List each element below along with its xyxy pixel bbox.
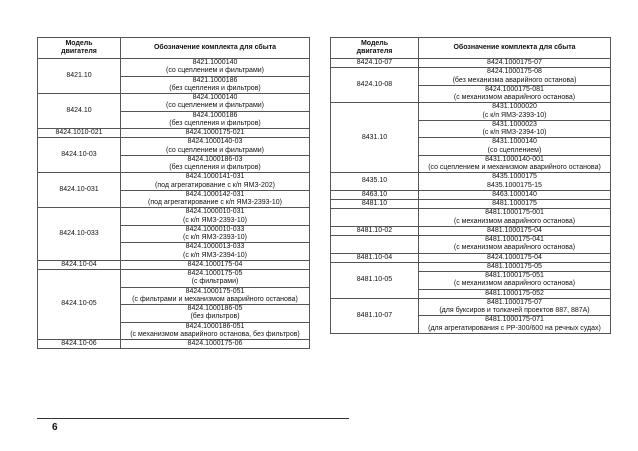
kit-line: 8424.1000186-03 [187,155,243,163]
page-number: 6 [52,422,58,433]
table-header-row [38,38,310,59]
kit-line: (без фильтров) [190,313,240,321]
table-row [331,209,611,227]
kit-line: (с к/п ЯМЗ-2393-10) [183,216,247,224]
kit-designation-cell [419,262,611,271]
kit-line: (для буксиров и толкачей проектов 887, 887А) [439,307,590,314]
kit-designation-cell [121,287,310,305]
kit-line: 8481.1000175-051 [485,272,544,279]
table-row [331,236,611,254]
table-row [331,68,611,86]
table-row [331,200,611,209]
kit-designation-cell [419,289,611,298]
engine-model-cell [331,209,419,227]
kit-line: (без сцепления и фильтров) [169,119,261,127]
kit-line: 8424.1000175-081 [485,85,544,93]
kit-designation-cell [121,155,310,173]
table-row [331,59,611,68]
kit-designation-cell [419,209,611,227]
kit-line: 8431.1000023 [492,120,537,128]
kit-line: 8481.1000175-071 [485,316,544,324]
engine-model-cell: 8424.1010-021 [38,129,121,138]
kit-line: 8421.1000140 [192,59,238,66]
kit-line: (со сцеплением) [487,146,542,154]
kit-table-left [37,37,310,349]
kit-designation-cell [121,138,310,156]
kit-designation-cell [419,316,611,334]
table-header-row [331,38,611,59]
kit-line: 8424.1000175-06 [187,340,243,347]
kit-line: 8424.1000186-051 [185,322,245,330]
engine-model-cell: 8424.10-03 [38,138,121,173]
kit-line: 8481.1000175-001 [485,209,544,217]
kit-designation-cell [419,103,611,121]
engine-model-cell: 8481.10-02 [331,226,419,235]
table-row [38,270,310,288]
kit-designation-cell [121,322,310,340]
kit-line: (без механизма аварийного останова) [452,76,577,84]
kit-table-right [330,37,611,334]
kit-line: (со сцеплением и механизмом аварийного останова) [428,164,601,171]
kit-column-header: Обозначение комплекта для сбыта [419,38,611,59]
footer-divider [37,418,349,419]
kit-line: 8424.1000175-04 [187,260,243,268]
kit-line: (с механизмом аварийного останова) [453,280,576,288]
table-row [331,253,611,262]
engine-model-cell: 8435.10 [331,173,419,191]
kit-line: 8424.1000142-031 [185,190,245,198]
kit-designation-cell [121,94,310,112]
kit-line: 8431.1000020 [492,103,537,111]
engine-model-cell [331,236,419,254]
kit-designation-cell [419,120,611,138]
kit-line: 8481.1000175-05 [487,262,542,270]
kit-line: (под агрегатирование с к/п ЯМЗ-2393-10) [148,199,282,206]
engine-model-cell: 8431.10 [331,103,419,173]
kit-line: (со сцеплением и фильтрами) [165,102,265,110]
kit-line: 8424.1000141-031 [185,173,245,181]
kit-designation-cell [419,253,611,262]
engine-model-cell: 8463.10 [331,190,419,199]
kit-line: (с механизмом аварийного останова, без фильтров) [130,330,300,338]
kit-line: 8481.1000175-041 [485,236,544,243]
engine-model-cell: 8424.10 [38,94,121,129]
kit-line: 8424.1000175-051 [185,287,245,295]
kit-designation-cell [419,173,611,191]
kit-line: (с к/п ЯМЗ-2393-10) [183,234,247,241]
kit-designation-cell [121,129,310,138]
kit-line: 8424.1000175-021 [185,129,245,136]
table-row [331,103,611,121]
engine-model-cell: 8481.10-04 [331,253,419,262]
kit-line: 8424.1000186-05 [187,305,243,312]
kit-line: 8424.1000175-07 [487,59,542,66]
kit-line: 8435.1000175 [492,173,537,181]
kit-line: (с механизмом аварийного останова) [453,217,576,225]
kit-designation-cell [419,85,611,103]
engine-model-cell: 8424.10-031 [38,173,121,208]
kit-designation-cell [121,340,310,349]
table-body [38,59,310,349]
kit-line: (с к/п ЯМЗ-2393-10) [482,111,547,119]
table-row [38,59,310,77]
kit-line: (без сцепления и фильтров) [169,84,261,92]
kit-line: 8424.1000140 [192,94,238,101]
kit-designation-cell [121,76,310,94]
kit-line: 8424.1000010-031 [185,208,245,216]
kit-line: (для агрегатирования с РР-300/600 на речных судах) [428,324,601,332]
kit-designation-cell [419,138,611,156]
kit-line: (с фильтрами) [191,278,239,286]
kit-line: (под агрегатирование с к/п ЯМЗ-202) [155,181,275,189]
kit-designation-cell [121,270,310,288]
kit-line: 8481.1000175 [492,200,537,207]
engine-model-cell: 8481.10-07 [331,298,419,333]
table-row [38,208,310,226]
table-row [38,138,310,156]
table-row [331,298,611,316]
table-row [38,173,310,191]
table-row [331,190,611,199]
kit-line: (со сцеплением и фильтрами) [165,146,265,154]
kit-designation-cell [419,190,611,199]
kit-designation-cell [419,236,611,254]
engine-model-cell: 8424.10-05 [38,270,121,340]
engine-model-cell: 8424.10-07 [331,59,419,68]
kit-line: (со сцеплением и фильтрами) [165,67,265,75]
kit-designation-cell [419,226,611,235]
table-row [38,260,310,269]
kit-line: 8424.1000013-033 [185,243,245,251]
kit-line: 8431.1000140-001 [485,155,544,163]
table-row [331,262,611,271]
table-row [38,340,310,349]
engine-model-cell: 8424.10-06 [38,340,121,349]
engine-model-cell: 8424.10-033 [38,208,121,261]
kit-designation-cell [419,59,611,68]
kit-line: (с к/п ЯМЗ-2394-10) [183,251,247,259]
kit-designation-cell [121,305,310,323]
table-row [331,173,611,191]
kit-line: 8463.1000140 [492,190,537,198]
kit-designation-cell [419,298,611,316]
kit-designation-cell [121,173,310,191]
kit-line: (с к/п ЯМЗ-2394-10) [482,129,547,136]
kit-line: 8424.1000175-05 [187,270,243,277]
kit-designation-cell [419,68,611,86]
kit-line: (с механизмом аварийного останова) [453,244,576,252]
kit-line: 8481.1000175-07 [487,298,542,306]
table-body [331,59,611,334]
kit-designation-cell [121,190,310,208]
table-row [38,94,310,112]
kit-line: (с механизмом аварийного останова) [453,94,576,101]
engine-model-cell: 8424.10-04 [38,260,121,269]
kit-designation-cell [121,59,310,77]
kit-designation-cell [121,243,310,261]
kit-designation-cell [419,200,611,209]
kit-designation-cell [121,225,310,243]
kit-designation-cell [419,272,611,290]
kit-line: 8481.1000175-04 [487,226,542,234]
model-column-header: Модель двигателя [331,38,419,59]
kit-designation-cell [121,111,310,129]
engine-model-cell: 8481.10-05 [331,262,419,298]
kit-line: 8424.1000175-04 [487,253,542,261]
model-column-header: Модель двигателя [38,38,121,59]
kit-line: 8424.1000010-033 [185,225,245,233]
kit-designation-cell [121,260,310,269]
kit-line: (без сцепления и фильтров) [169,164,261,171]
engine-model-cell: 8424.10-08 [331,68,419,103]
kit-designation-cell [121,208,310,226]
table-row [38,129,310,138]
table-row [331,226,611,235]
kit-designation-cell [419,155,611,173]
kit-line: 8424.1000175-08 [487,68,542,76]
kit-line: 8424.1000140-03 [187,138,243,146]
kit-column-header: Обозначение комплекта для сбыта [121,38,310,59]
kit-line: 8424.1000186 [192,111,238,119]
engine-model-cell: 8481.10 [331,200,419,209]
kit-line: 8435.1000175-15 [487,181,542,189]
kit-line: 8421.1000186 [192,76,238,84]
kit-line: 8481.1000175-052 [485,289,544,297]
kit-line: 8431.1000140 [492,138,537,146]
engine-model-cell: 8421.10 [38,59,121,94]
kit-line: (с фильтрами и механизмом аварийного останова) [132,295,298,303]
